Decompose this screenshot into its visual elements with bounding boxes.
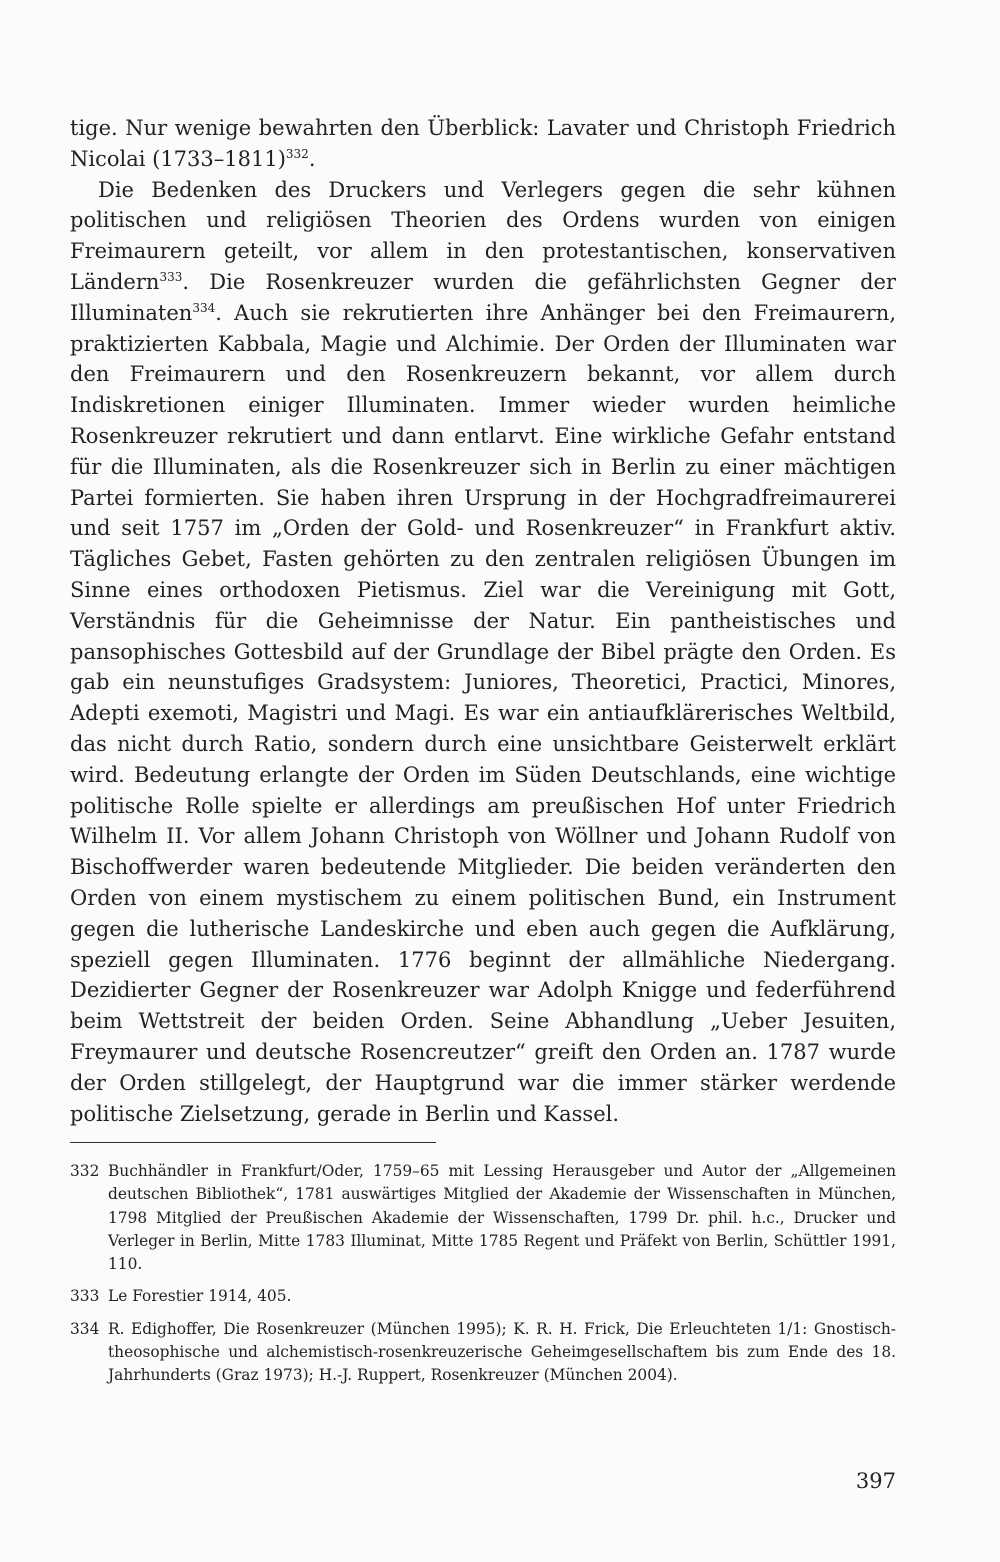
paragraph-text: tige. Nur wenige bewahrten den Überblick: Lavater und Christoph Friedrich Nicolai (1733–1811) bbox=[70, 116, 896, 171]
footnote-333 bbox=[70, 1285, 896, 1308]
paragraph-text: Die Bedenken des Druckers und Verlegers gegen die sehr kühnen politischen und religiösen Theorien des Ordens wurden von einigen Freimaurern geteilt, vor allem in den protestantischen, konservativen Ländern bbox=[70, 177, 896, 294]
paragraph-text: . Auch sie rekrutierten ihre Anhänger bei den Freimaurern, praktizierten Kabbala, Magie und Alchimie. Der Orden der Illuminaten war den Freimaurern und den Rosenkreuzern bekannt, vor allem durch Indiskretionen einiger Illuminaten. Immer wieder wurden heimliche Rosenkreuzer rekrutiert und dann entlarvt. Eine wirkliche Gefahr entstand für die Illuminaten, als die Rosenkreuzer sich in Berlin zu einer mächtigen Partei formierten. Sie haben ihren Ursprung in der Hochgradfreimaurerei und seit 1757 im „Orden der Gold- und Rosenkreuzer“ in Frankfurt aktiv. Tägliches Gebet, Fasten gehörten zu den zentralen religiösen Übungen im Sinne eines orthodoxen Pietismus. Ziel war die Vereinigung mit Gott, Verständnis für die Geheimnisse der Natur. Ein pantheistisches und pansophisches Gottesbild auf der Grundlage der Bibel prägte den Orden. Es gab ein neunstufiges Gradsystem: Juniores, Theoretici, Practici, Minores, Adepti exemoti, Magistri und Magi. Es war ein antiaufklärerisches Weltbild, das nicht durch Ratio, sondern durch eine unsichtbare Geisterwelt erklärt wird. Bedeutung erlangte der Orden im Süden Deutschlands, eine wichtige politische Rolle spielte er allerdings am preußischen Hof unter Friedrich Wilhelm II. Vor allem Johann Christoph von Wöllner und Johann Rudolf von Bischoffwerder waren bedeutende Mitglieder. Die beiden veränderten den Orden von einem mystischem zu einem politischen Bund, ein Instrument gegen die lutherische Landeskirche und eben auch gegen die Aufklärung, speziell gegen Illuminaten. 1776 beginnt der allmähliche Niedergang. Dezidierter Gegner der Rosenkreuzer war Adolph Knigge und federführend beim Wettstreit der beiden Orden. Seine Abhandlung „Ueber Jesuiten, Freymaurer und deutsche Rosencreutzer“ greift den Orden an. 1787 wurde der Orden stillgelegt, der Hauptgrund war die immer stärker werdende politische Zielsetzung, gerade in Berlin und Kassel. bbox=[70, 300, 896, 1126]
paragraph-2 bbox=[70, 175, 896, 1130]
page-number: 397 bbox=[855, 1469, 896, 1493]
footnote-number: 333 bbox=[70, 1287, 100, 1306]
footnote-332 bbox=[70, 1160, 896, 1276]
footnote-reference: 332 bbox=[285, 146, 309, 161]
paragraph-1 bbox=[70, 113, 896, 175]
footnote-text: Le Forestier 1914, 405. bbox=[108, 1287, 292, 1306]
footnote-number: 332 bbox=[70, 1162, 100, 1180]
footnote-number: 334 bbox=[70, 1319, 100, 1338]
footnote-reference: 334 bbox=[192, 300, 216, 315]
footnote-separator bbox=[70, 1142, 436, 1143]
footnote-334 bbox=[70, 1318, 896, 1388]
footnote-text: Buchhändler in Frankfurt/Oder, 1759–65 mit Lessing Herausgeber und Autor der „Allgemeinen deutschen Bibliothek“, 1781 auswärtiges Mitglied der Akademie der Wissenschaften in München, 1798 Mitglied der Preußischen Akademie der Wissenschaften, 1799 Dr. phil. h.c., Drucker und Verleger in Berlin, Mitte 1783 Illuminat, Mitte 1785 Regent und Präfekt von Berlin, Schüttler 1991, 110. bbox=[108, 1162, 896, 1274]
main-text bbox=[70, 113, 896, 1129]
footnote-text: R. Edighoffer, Die Rosenkreuzer (München 1995); K. R. H. Frick, Die Erleuchteten 1/1: Gnostisch-theosophische und alchemistisch-rosenkreuzerische Geheimgesellschaftem bis zum Ende des 18. Jahrhunderts (Graz 1973); H.-J. Ruppert, Rosenkreuzer (München 2004). bbox=[108, 1319, 896, 1385]
paragraph-text: . Die Rosenkreuzer wurden die gefährlichsten Gegner der Illuminaten bbox=[70, 269, 896, 325]
paragraph-text: . bbox=[308, 146, 316, 171]
footnote-reference: 333 bbox=[159, 269, 183, 284]
footnotes bbox=[70, 1160, 896, 1397]
